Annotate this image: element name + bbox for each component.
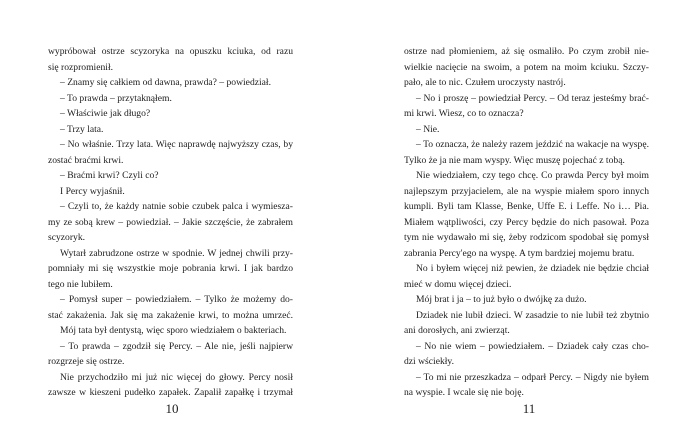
text-line: – Właściwie jak długo? [60, 108, 151, 119]
right-page [350, 0, 700, 443]
text-line: zabrania Percy'ego na wyspę. A tym bardziej mojemu bratu. [404, 247, 635, 259]
right-page-body [404, 44, 649, 401]
text-line: tego nie lubiłem. [48, 278, 113, 290]
text-line: pomniały mi się wszystkie moje pobrania krwi. I jak bardzo [48, 263, 293, 274]
text-line: – To oznacza, że należy razem jeździć na wakacje na wyspę. [416, 139, 649, 150]
text-line: pało, ale to nic. Czułem uroczysty nastrój. [404, 77, 566, 88]
text-line: – To prawda – zgodził się Percy. – Ale nie, jeśli najpierw [60, 340, 293, 352]
text-line: Mój brat i ja – to już było o dwójkę za dużo. [416, 294, 587, 305]
text-line: Wytarł zabrudzone ostrze w spodnie. W jednej chwili przy- [60, 247, 293, 259]
text-line: – To mi nie przeszkadza – odparł Percy. – Nigdy nie byłem [416, 371, 649, 383]
text-line: Mój tata był dentystą, więc sporo wiedziałem o bakteriach. [60, 325, 287, 336]
text-line: kumpli. Byli tam Klasse, Benke, Uffe E. i Leffe. No i… Pia. [404, 201, 649, 212]
text-line: – Pomysł super – powiedziałem. – Tylko że możemy do- [60, 294, 293, 305]
text-line: ostrze nad płomieniem, aż się osmaliło. Po czym zrobił nie- [404, 46, 649, 57]
text-line: tym nie wydawało mi się, żeby rodzicom spodobał się pomysł [404, 232, 649, 243]
text-line: I Percy wyjaśnił. [60, 185, 125, 197]
text-line: na wyspie. I wcale się nie boję. [404, 387, 524, 398]
text-line: wypróbował ostrze scyzoryka na opuszku kciuka, od razu [48, 46, 293, 57]
text-line: wielkie nacięcie na swoim, a potem na moim kciuku. Szczy- [404, 61, 649, 73]
text-line: dzi wściekły. [404, 356, 454, 367]
text-line: Nie wiedziałem, czy tego chcę. Co prawda Percy był moim [416, 170, 649, 181]
text-line: mi krwi. Wiesz, co to oznacza? [404, 108, 524, 119]
text-line: – To prawda – przytaknąłem. [60, 92, 172, 104]
text-line: zawsze w kieszeni pudełko zapałek. Zapalił zapałkę i trzymał [48, 387, 293, 398]
text-line: rozgrzeje się ostrze. [48, 356, 125, 367]
text-line: my ze sobą krew – powiedział. – Jakie szczęście, że zabrałem [48, 216, 293, 228]
text-line: – Trzy lata. [60, 123, 104, 135]
text-line: Dziadek nie lubił dzieci. W zasadzie to nie lubił też zbytnio [416, 309, 649, 321]
text-line: No i byłem więcej niż pewien, że dziadek nie będzie chciał [416, 263, 649, 274]
right-page-number: 11 [522, 401, 536, 416]
text-line: zostać braćmi krwi. [48, 154, 124, 166]
left-page-body [48, 44, 293, 401]
text-line: scyzoryk. [48, 232, 86, 243]
text-line: najlepszym przyjacielem, ale na wyspie miałem sporo innych [404, 185, 649, 197]
text-line: – Braćmi krwi? Czyli co? [60, 170, 159, 181]
text-line: Nie przychodziło mi już nic więcej do głowy. Percy nosił [60, 371, 293, 383]
text-line: – Nie. [416, 123, 440, 135]
text-line: się rozpromienił. [48, 61, 114, 73]
left-page-number: 10 [165, 401, 179, 416]
text-line: – Znamy się całkiem od dawna, prawda? – powiedział. [60, 77, 271, 88]
text-line: – Czyli to, że każdy natnie sobie czubek palca i wymiesza- [60, 201, 293, 212]
text-line: mieć w domu więcej dzieci. [404, 278, 512, 290]
text-line: Tylko że ja nie mam wyspy. Więc muszę pojechać z tobą. [404, 154, 625, 166]
text-line: Miałem wątpliwości, czy Percy będzie do nich pasował. Poza [404, 216, 649, 228]
text-line: – No właśnie. Trzy lata. Więc naprawdę najwyższy czas, by [60, 139, 293, 150]
text-line: ani dorosłych, ani zwierząt. [404, 325, 510, 336]
text-line: – No nie wiem – powiedziałem. – Dziadek cały czas cho- [416, 340, 649, 352]
text-line: – No i proszę – powiedział Percy. – Od teraz jesteśmy brać- [416, 92, 649, 104]
text-line: stać zakażenia. Jak się ma zakażenie krwi, to można umrzeć. [48, 309, 293, 321]
